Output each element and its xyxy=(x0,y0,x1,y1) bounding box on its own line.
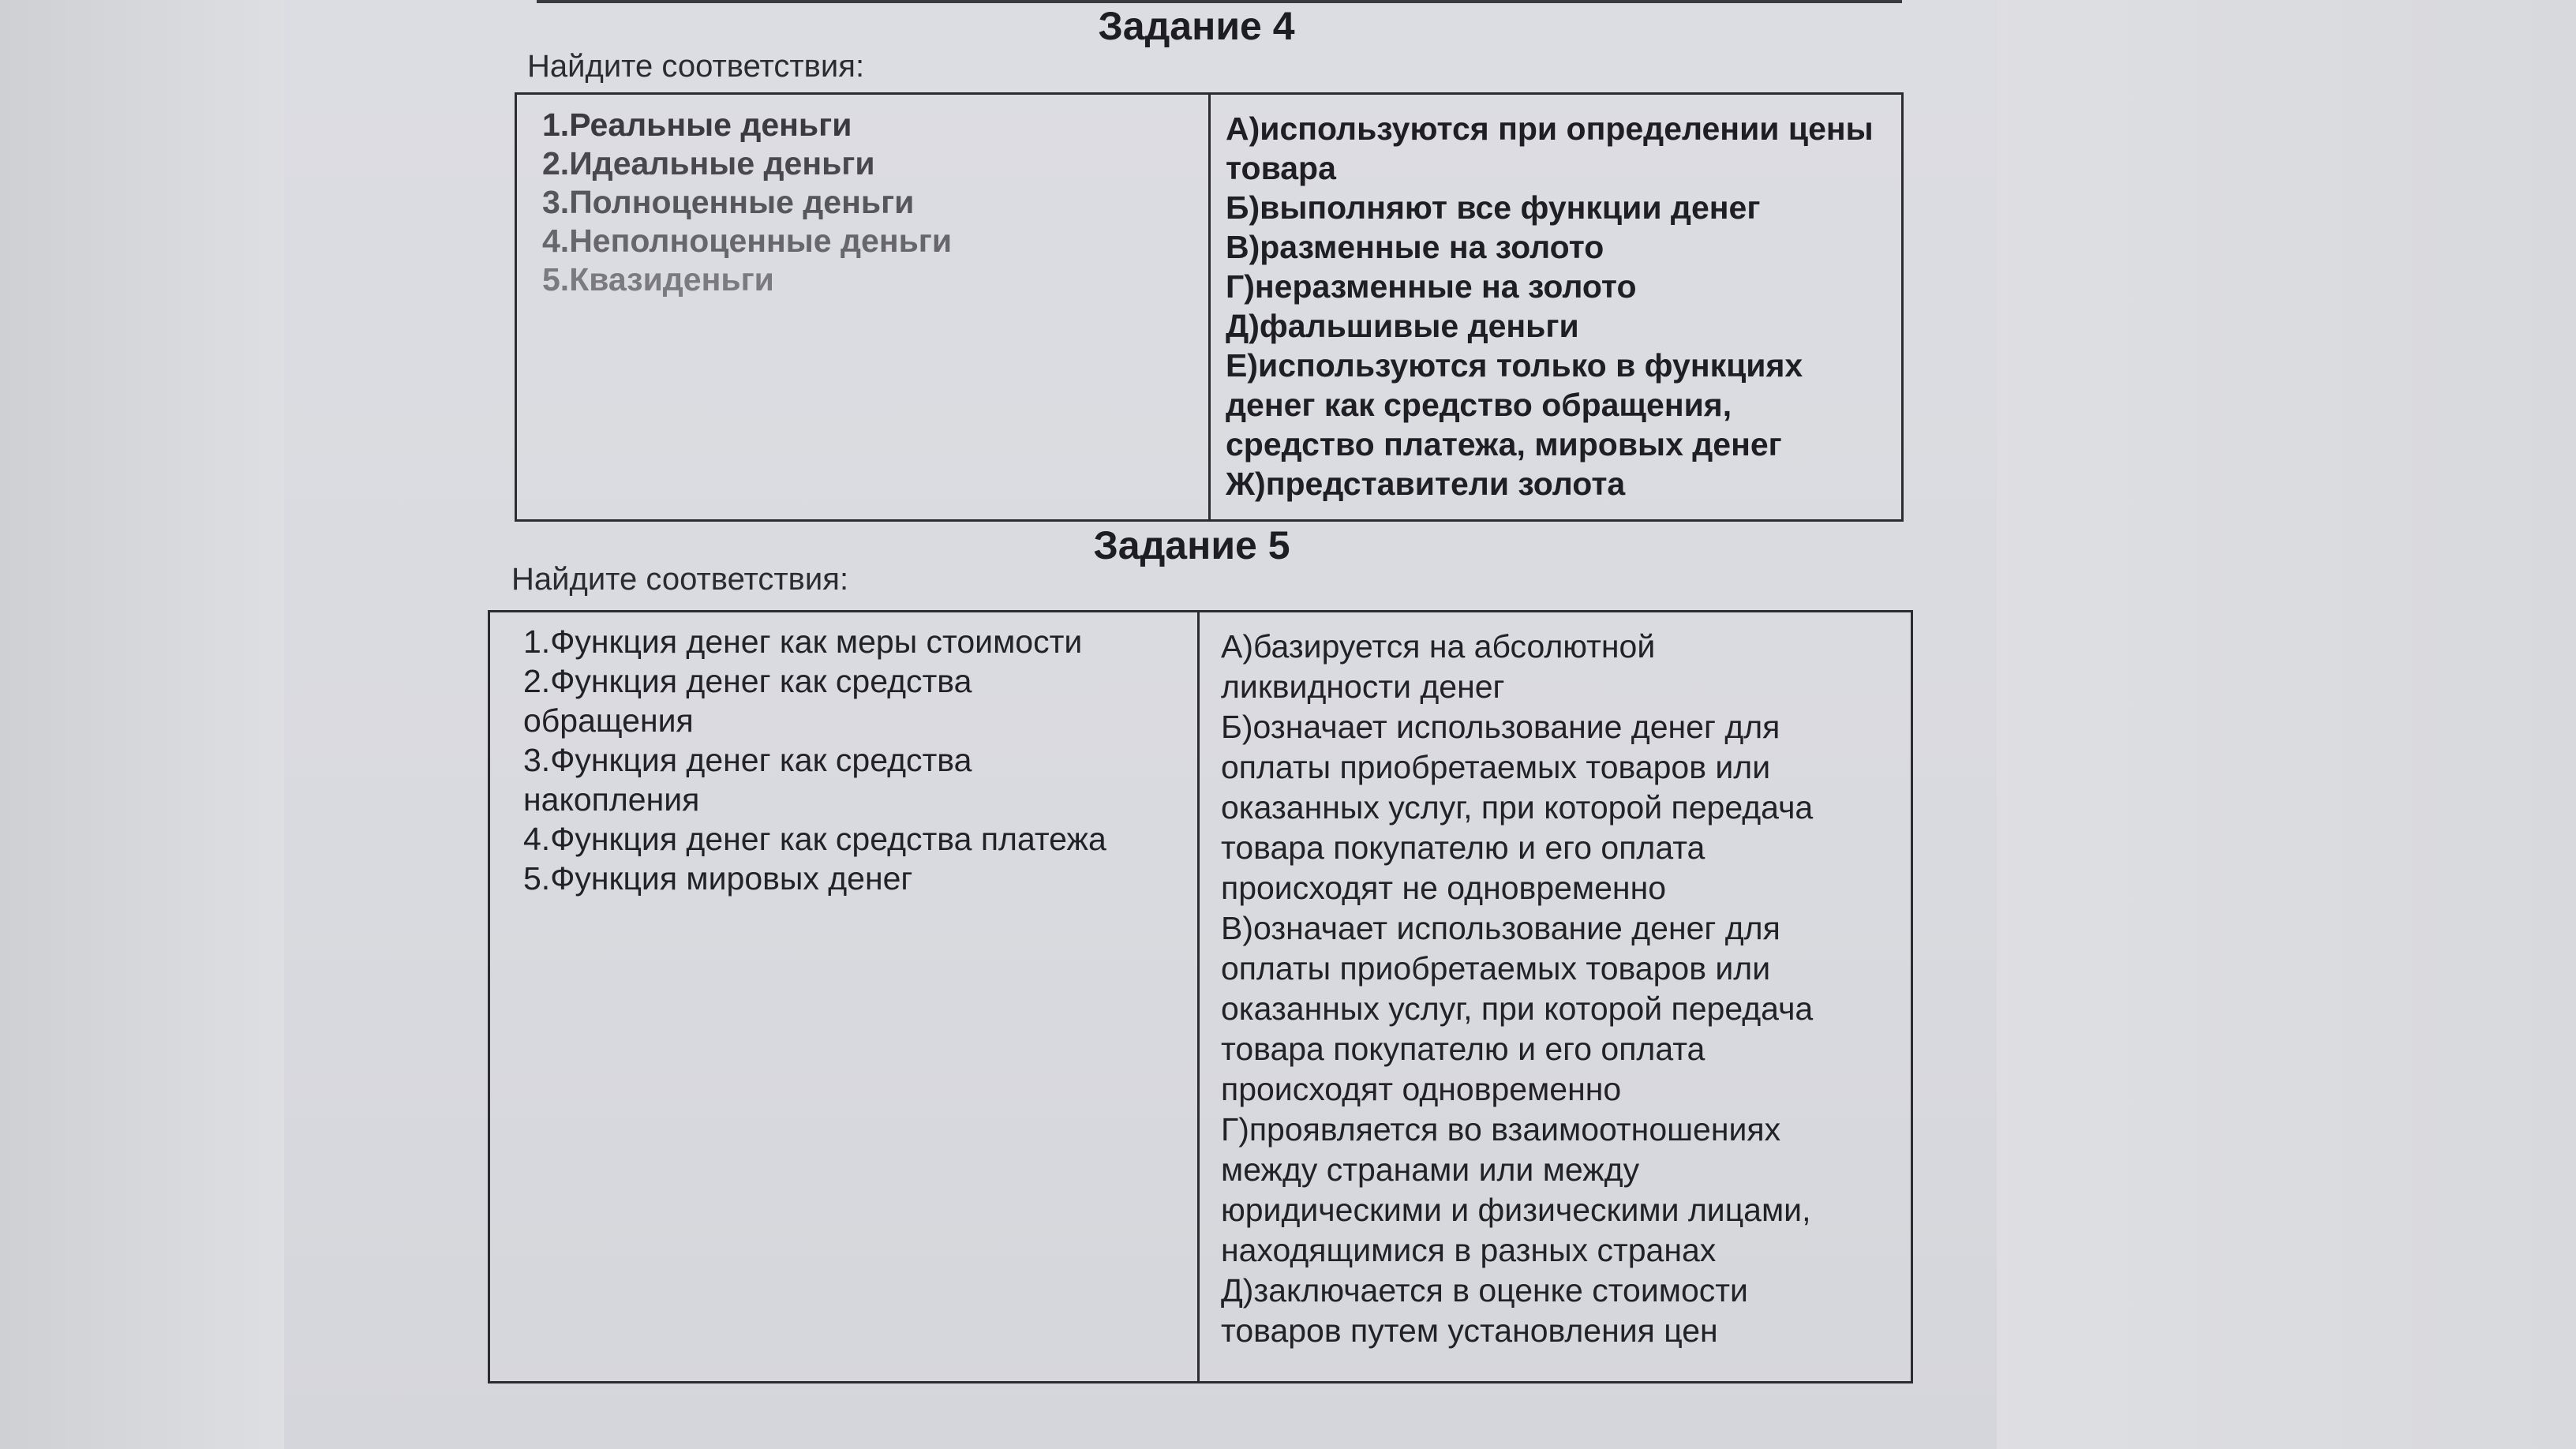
task4-matching-table xyxy=(515,92,1904,522)
task4-definition-item: Е)используются только в функциях денег как средство обращения, средство платежа, мировых денег xyxy=(1226,347,1803,462)
task5-instruction: Найдите соответствия: xyxy=(511,562,849,597)
task5-matching-table xyxy=(488,610,1913,1383)
task4-term-item: 2.Идеальные деньги xyxy=(542,145,875,182)
task4-definition-item: Ж)представители золота xyxy=(1226,466,1626,502)
task5-definition-item: Г)проявляется во взаимоотношениях между странами или между юридическими и физическими лицами, находящимися в разных странах xyxy=(1221,1111,1811,1268)
task4-term-item: 5.Квазиденьги xyxy=(542,261,774,298)
task5-term-item: 5.Функция мировых денег xyxy=(523,860,913,897)
task4-title: Задание 4 xyxy=(1098,4,1295,48)
task4-definition-item: В)разменные на золото xyxy=(1226,229,1604,265)
task5-definition-item: Д)заключается в оценке стоимости товаров путем установления цен xyxy=(1221,1272,1748,1349)
task4-term-item: 4.Неполноценные деньги xyxy=(542,223,953,259)
task4-column-divider xyxy=(1208,95,1211,519)
task5-definition-item: В)означает использование денег для оплаты приобретаемых товаров или оказанных услуг, при которой передача товара покупателю и его оплата происходят одновременно xyxy=(1221,910,1814,1107)
task4-definition-item: Б)выполняют все функции денег xyxy=(1226,189,1761,226)
task5-right-list xyxy=(1221,627,1813,1351)
task4-definition-item: Г)неразменные на золото xyxy=(1226,268,1637,305)
task4-instruction: Найдите соответствия: xyxy=(527,49,865,84)
task4-term-item: 1.Реальные деньги xyxy=(542,107,852,143)
task4-definition-item: Д)фальшивые деньги xyxy=(1226,308,1579,344)
task4-left-list xyxy=(542,106,952,299)
task5-definition-item: А)базируется на абсолютной ликвидности денег xyxy=(1221,628,1656,705)
task4-definition-item: А)используются при определении цены товара xyxy=(1226,110,1874,186)
task5-term-item: 4.Функция денег как средства платежа xyxy=(523,821,1106,857)
task4-right-list xyxy=(1226,109,1874,504)
task5-column-divider xyxy=(1197,612,1200,1381)
task4-term-item: 3.Полноценные деньги xyxy=(542,184,915,220)
task5-term-item: 3.Функция денег как средства накопления xyxy=(523,742,972,818)
task5-term-item: 2.Функция денег как средства обращения xyxy=(523,663,972,739)
task5-title: Задание 5 xyxy=(1093,523,1290,567)
task5-term-item: 1.Функция денег как меры стоимости xyxy=(523,623,1083,660)
task5-left-list xyxy=(523,622,1106,898)
task5-definition-item: Б)означает использование денег для оплаты приобретаемых товаров или оказанных услуг, при которой передача товара покупателю и его оплата происходят не одновременно xyxy=(1221,709,1814,906)
